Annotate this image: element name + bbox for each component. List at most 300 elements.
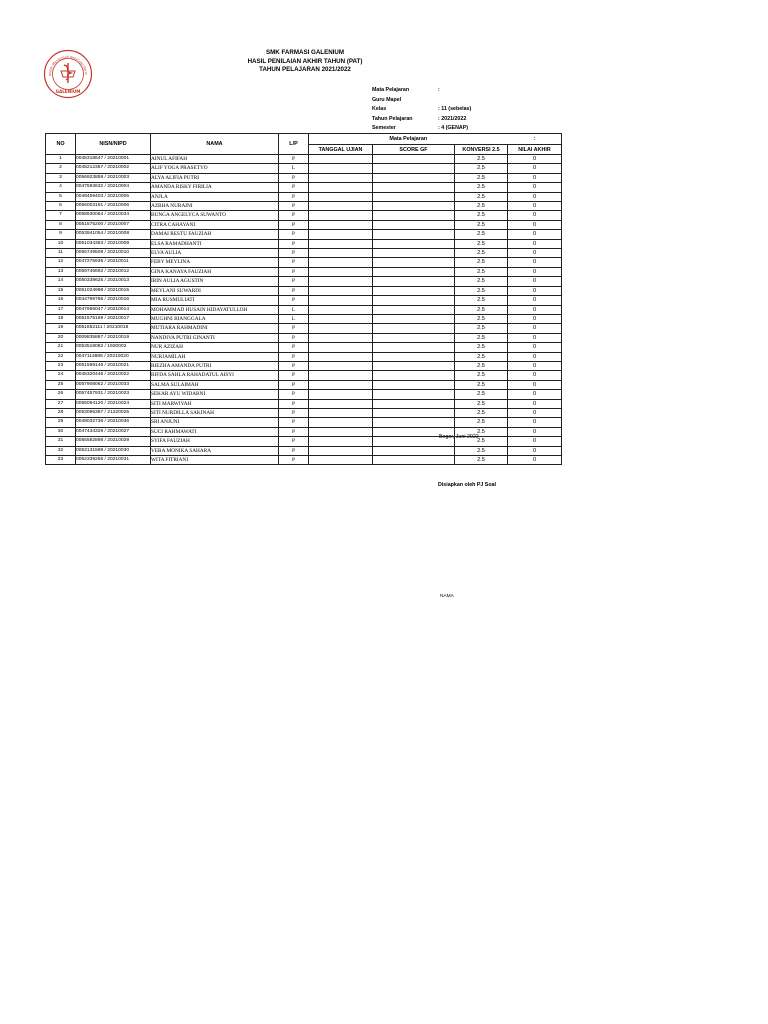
row-no: 20 [46, 333, 76, 342]
row-konversi: 2.5 [455, 380, 508, 389]
row-nisn: 0051034363 / 20210009 [76, 239, 151, 248]
row-no: 30 [46, 427, 76, 436]
row-no: 6 [46, 202, 76, 211]
row-nisn: 0053095387 / 21220025 [76, 408, 151, 417]
row-nisn: 0053941054 / 20210008 [76, 230, 151, 239]
row-tanggal-ujian [309, 314, 373, 323]
row-nisn: 0049459403 / 20210005 [76, 192, 151, 201]
table-row [46, 173, 562, 182]
report-title: HASIL PENILAIAN AKHIR TAHUN (PAT) [247, 57, 363, 65]
info-value: : 4 (GENAP) [438, 125, 469, 132]
row-konversi: 2.5 [455, 220, 508, 229]
row-lp: P [279, 296, 309, 305]
row-lp: P [279, 408, 309, 417]
table-row [46, 399, 562, 408]
row-nilai-akhir: 0 [508, 277, 562, 286]
table-row [46, 296, 562, 305]
row-nisn: 0057908062 / 20210033 [76, 380, 151, 389]
row-nilai-akhir: 0 [508, 296, 562, 305]
row-konversi: 2.5 [455, 427, 508, 436]
row-no: 32 [46, 446, 76, 455]
row-no: 3 [46, 173, 76, 182]
row-score-gf [373, 173, 455, 182]
row-nama: IRIN AULIA AGUSTIN [151, 277, 279, 286]
row-nisn: 0055094120 / 20210024 [76, 399, 151, 408]
row-score-gf [373, 230, 455, 239]
row-nama: ELSA RAMADHANTI [151, 239, 279, 248]
table-row [46, 446, 562, 455]
row-konversi: 2.5 [455, 296, 508, 305]
row-nama: SYIFA FAUZIAH [151, 437, 279, 446]
row-score-gf [373, 314, 455, 323]
row-tanggal-ujian [309, 277, 373, 286]
table-row [46, 202, 562, 211]
row-nilai-akhir: 0 [508, 211, 562, 220]
row-nisn: 0045320446 / 20210022 [76, 371, 151, 380]
row-score-gf [373, 296, 455, 305]
row-nisn: 0056003191 / 20210006 [76, 202, 151, 211]
row-nama: RIEZHA AMANDA PUTRI [151, 361, 279, 370]
table-row [46, 427, 562, 436]
table-row [46, 211, 562, 220]
row-tanggal-ujian [309, 258, 373, 267]
header-score-gf: SCORE GF [373, 145, 455, 155]
row-lp: P [279, 380, 309, 389]
row-tanggal-ujian [309, 352, 373, 361]
row-score-gf [373, 267, 455, 276]
row-score-gf [373, 239, 455, 248]
row-score-gf [373, 164, 455, 173]
row-score-gf [373, 183, 455, 192]
row-lp: P [279, 183, 309, 192]
row-no: 5 [46, 192, 76, 201]
info-value: : [438, 87, 440, 93]
row-nama: NURJAMILAH [151, 352, 279, 361]
row-tanggal-ujian [309, 296, 373, 305]
row-konversi: 2.5 [455, 267, 508, 276]
row-nama: ALYA ALIFIA PUTRI [151, 173, 279, 182]
row-nilai-akhir: 0 [508, 437, 562, 446]
row-no: 31 [46, 437, 76, 446]
document-header [180, 49, 430, 75]
row-nilai-akhir: 0 [508, 371, 562, 380]
row-nama: ANJLA [151, 192, 279, 201]
row-nilai-akhir: 0 [508, 361, 562, 370]
row-score-gf [373, 399, 455, 408]
row-nama: AMANDA RISKY FIRILIA [151, 183, 279, 192]
row-nilai-akhir: 0 [508, 305, 562, 314]
row-nama: SALMA SULAIMAH [151, 380, 279, 389]
row-no: 22 [46, 352, 76, 361]
row-konversi: 2.5 [455, 211, 508, 220]
row-tanggal-ujian [309, 390, 373, 399]
row-score-gf [373, 202, 455, 211]
row-score-gf [373, 220, 455, 229]
row-score-gf [373, 155, 455, 164]
row-lp: P [279, 220, 309, 229]
row-lp: P [279, 390, 309, 399]
table-row [46, 239, 562, 248]
row-konversi: 2.5 [455, 286, 508, 295]
row-nisn: 0052339256 / 20210031 [76, 456, 151, 465]
row-nisn: 0044799786 / 20210016 [76, 296, 151, 305]
row-konversi: 2.5 [455, 324, 508, 333]
table-row [46, 352, 562, 361]
row-nilai-akhir: 0 [508, 446, 562, 455]
row-lp: P [279, 437, 309, 446]
row-nisn: 0051575200 / 20210007 [76, 220, 151, 229]
row-nisn: 0047275936 / 20210011 [76, 258, 151, 267]
row-nilai-akhir: 0 [508, 192, 562, 201]
table-row [46, 286, 562, 295]
row-nisn: 0051024998 / 20210015 [76, 286, 151, 295]
row-tanggal-ujian [309, 202, 373, 211]
table-row [46, 258, 562, 267]
row-lp: P [279, 267, 309, 276]
row-tanggal-ujian [309, 427, 373, 436]
row-nilai-akhir: 0 [508, 390, 562, 399]
row-nilai-akhir: 0 [508, 314, 562, 323]
info-row-teacher [372, 96, 471, 106]
row-lp: P [279, 418, 309, 427]
row-tanggal-ujian [309, 333, 373, 342]
table-row [46, 333, 562, 342]
row-nisn: 0047593632 / 20210004 [76, 183, 151, 192]
header-konversi: KONVERSI 2.5 [455, 145, 508, 155]
row-konversi: 2.5 [455, 343, 508, 352]
row-nilai-akhir: 0 [508, 164, 562, 173]
row-tanggal-ujian [309, 192, 373, 201]
school-logo-emblem [43, 49, 93, 99]
info-label: Semester [372, 125, 396, 132]
info-label: Kelas [372, 106, 387, 113]
table-row [46, 437, 562, 446]
row-no: 15 [46, 286, 76, 295]
row-nisn: 0047965047 / 20210014 [76, 305, 151, 314]
row-nilai-akhir: 0 [508, 239, 562, 248]
row-lp: P [279, 343, 309, 352]
row-no: 8 [46, 220, 76, 229]
row-nama: AZRHA NURAINI [151, 202, 279, 211]
row-nama: FEBY MEYLINA [151, 258, 279, 267]
row-score-gf [373, 343, 455, 352]
row-lp: P [279, 249, 309, 258]
row-konversi: 2.5 [455, 418, 508, 427]
row-no: 9 [46, 230, 76, 239]
row-tanggal-ujian [309, 286, 373, 295]
row-score-gf [373, 456, 455, 465]
row-nilai-akhir: 0 [508, 258, 562, 267]
row-lp: P [279, 286, 309, 295]
row-tanggal-ujian [309, 267, 373, 276]
row-nisn: 0050339625 / 20210013 [76, 277, 151, 286]
row-lp: P [279, 352, 309, 361]
row-lp: L [279, 305, 309, 314]
row-konversi: 2.5 [455, 173, 508, 182]
table-row [46, 183, 562, 192]
row-no: 23 [46, 361, 76, 370]
row-konversi: 2.5 [455, 230, 508, 239]
row-lp: P [279, 258, 309, 267]
header-nilai-akhir: NILAI AKHIR [508, 145, 562, 155]
row-lp: P [279, 427, 309, 436]
info-row-class [372, 105, 471, 115]
row-nisn: 0051575169 / 20210017 [76, 314, 151, 323]
row-no: 29 [46, 418, 76, 427]
row-konversi: 2.5 [455, 305, 508, 314]
row-nilai-akhir: 0 [508, 267, 562, 276]
row-nama: WITA FITRIANI [151, 456, 279, 465]
info-label: Tahun Pelajaran [372, 115, 413, 122]
row-nilai-akhir: 0 [508, 202, 562, 211]
row-tanggal-ujian [309, 220, 373, 229]
row-nama: MIA RUSMULIATI [151, 296, 279, 305]
row-tanggal-ujian [309, 324, 373, 333]
row-konversi: 2.5 [455, 408, 508, 417]
row-nama: SUCI RAHMAWATI [151, 427, 279, 436]
row-score-gf [373, 371, 455, 380]
row-score-gf [373, 324, 455, 333]
row-no: 19 [46, 324, 76, 333]
row-nilai-akhir: 0 [508, 183, 562, 192]
row-nama: GINA KANAYA FAUZIAH [151, 267, 279, 276]
table-row [46, 249, 562, 258]
row-lp: P [279, 239, 309, 248]
row-lp: L [279, 314, 309, 323]
row-nilai-akhir: 0 [508, 333, 562, 342]
footer-date: Bogor, Juni 2022 [439, 434, 479, 440]
header-nama: NAMA [151, 134, 279, 155]
row-lp: P [279, 446, 309, 455]
table-row [46, 277, 562, 286]
row-no: 18 [46, 314, 76, 323]
row-score-gf [373, 277, 455, 286]
row-konversi: 2.5 [455, 258, 508, 267]
grades-table-body [46, 155, 562, 465]
row-lp: P [279, 192, 309, 201]
row-nama: RIFDA SAHLA RAHADATUL AISYI [151, 371, 279, 380]
row-nisn: 0049032736 / 20210036 [76, 418, 151, 427]
row-konversi: 2.5 [455, 239, 508, 248]
row-tanggal-ujian [309, 343, 373, 352]
row-nisn: 0051652111 / 20210018 [76, 324, 151, 333]
info-row-year [372, 115, 471, 125]
table-row [46, 390, 562, 399]
row-konversi: 2.5 [455, 183, 508, 192]
row-score-gf [373, 390, 455, 399]
row-tanggal-ujian [309, 371, 373, 380]
row-nisn: 0056923859 / 20210003 [76, 173, 151, 182]
row-no: 26 [46, 390, 76, 399]
row-konversi: 2.5 [455, 390, 508, 399]
row-nisn: 0051599146 / 20210021 [76, 361, 151, 370]
row-score-gf [373, 286, 455, 295]
row-tanggal-ujian [309, 164, 373, 173]
row-nama: BUNGA ANGELYCA SUWANTO [151, 211, 279, 220]
table-row [46, 220, 562, 229]
row-tanggal-ujian [309, 456, 373, 465]
row-nama: ALIF YOGA PRASETYO [151, 164, 279, 173]
row-score-gf [373, 446, 455, 455]
row-lp: P [279, 324, 309, 333]
table-row [46, 380, 562, 389]
row-nama: DAMAI RESTU FAUZIAH [151, 230, 279, 239]
row-nisn: 0047114885 / 20210020 [76, 352, 151, 361]
row-nama: CITRA CAHAYANI [151, 220, 279, 229]
row-no: 11 [46, 249, 76, 258]
header-nisn: NISN/NIPD [76, 134, 151, 155]
header-mata-pelajaran-colon: : [508, 134, 562, 145]
row-nisn: 0057457931 / 20210023 [76, 390, 151, 399]
row-score-gf [373, 305, 455, 314]
row-no: 7 [46, 211, 76, 220]
row-lp: L [279, 164, 309, 173]
row-nisn: 0058930064 / 20210034 [76, 211, 151, 220]
row-nama: SITI MARWIYAH [151, 399, 279, 408]
header-no: NO [46, 134, 76, 155]
row-konversi: 2.5 [455, 277, 508, 286]
row-lp: P [279, 371, 309, 380]
row-tanggal-ujian [309, 380, 373, 389]
row-lp: P [279, 456, 309, 465]
row-nisn: 0055749509 / 20210010 [76, 249, 151, 258]
row-lp: P [279, 333, 309, 342]
info-value: : 11 (sebelas) [438, 106, 472, 113]
row-no: 1 [46, 155, 76, 164]
row-konversi: 2.5 [455, 446, 508, 455]
row-nilai-akhir: 0 [508, 456, 562, 465]
table-row [46, 230, 562, 239]
table-row [46, 418, 562, 427]
row-tanggal-ujian [309, 230, 373, 239]
row-tanggal-ujian [309, 155, 373, 164]
row-konversi: 2.5 [455, 371, 508, 380]
row-score-gf [373, 361, 455, 370]
row-tanggal-ujian [309, 211, 373, 220]
row-lp: P [279, 173, 309, 182]
table-row [46, 267, 562, 276]
row-no: 2 [46, 164, 76, 173]
row-nama: MEYLANI SUWARDI [151, 286, 279, 295]
logo-ring-text: kolah Menengah Kejuruan Farm [47, 54, 89, 76]
row-nama: SITI NURDILLA SAKINAH [151, 408, 279, 417]
row-nisn: 0053131599 / 20210030 [76, 446, 151, 455]
row-score-gf [373, 418, 455, 427]
logo-bottom-text: GALENIUM [55, 89, 81, 94]
info-label: Guru Mapel [372, 96, 402, 103]
table-row [46, 164, 562, 173]
row-nama: MUTIARA RAHMADINI [151, 324, 279, 333]
row-konversi: 2.5 [455, 352, 508, 361]
row-lp: P [279, 202, 309, 211]
row-konversi: 2.5 [455, 314, 508, 323]
row-nilai-akhir: 0 [508, 286, 562, 295]
table-row [46, 192, 562, 201]
row-score-gf [373, 192, 455, 201]
row-nama: SEKAR AYU WIDARNI [151, 390, 279, 399]
row-score-gf [373, 258, 455, 267]
row-nama: NUR AZIZAH [151, 343, 279, 352]
info-label: Mata Pelajaran [372, 87, 410, 93]
row-no: 25 [46, 380, 76, 389]
grades-table [45, 133, 562, 465]
footer-prepared-by: Disiapkan oleh PJ Soal [438, 482, 496, 488]
row-tanggal-ujian [309, 446, 373, 455]
row-konversi: 2.5 [455, 437, 508, 446]
row-lp: P [279, 277, 309, 286]
info-value: : 2021/2022 [438, 115, 467, 122]
row-nama: MUGHNI BIANGGALA [151, 314, 279, 323]
row-nilai-akhir: 0 [508, 427, 562, 436]
table-row [46, 408, 562, 417]
row-nama: ELVA AULIA [151, 249, 279, 258]
row-tanggal-ujian [309, 305, 373, 314]
row-tanggal-ujian [309, 249, 373, 258]
row-lp: P [279, 230, 309, 239]
row-konversi: 2.5 [455, 192, 508, 201]
row-konversi: 2.5 [455, 202, 508, 211]
footer-name-label: NAMA [440, 594, 454, 599]
row-tanggal-ujian [309, 408, 373, 417]
row-lp: P [279, 211, 309, 220]
row-score-gf [373, 249, 455, 258]
row-tanggal-ujian [309, 399, 373, 408]
row-nilai-akhir: 0 [508, 418, 562, 427]
row-tanggal-ujian [309, 239, 373, 248]
table-row [46, 314, 562, 323]
row-nilai-akhir: 0 [508, 230, 562, 239]
table-row [46, 155, 562, 164]
row-score-gf [373, 333, 455, 342]
table-row [46, 324, 562, 333]
row-lp: P [279, 155, 309, 164]
row-no: 21 [46, 343, 76, 352]
row-nilai-akhir: 0 [508, 352, 562, 361]
table-row [46, 371, 562, 380]
row-nilai-akhir: 0 [508, 173, 562, 182]
row-no: 28 [46, 408, 76, 417]
row-nilai-akhir: 0 [508, 380, 562, 389]
row-nilai-akhir: 0 [508, 155, 562, 164]
table-row [46, 361, 562, 370]
row-tanggal-ujian [309, 183, 373, 192]
row-no: 16 [46, 296, 76, 305]
academic-year-title: TAHUN PELAJARAN 2021/2022 [259, 66, 351, 73]
row-lp: P [279, 399, 309, 408]
row-no: 27 [46, 399, 76, 408]
header-tanggal-ujian: TANGGAL UJIAN [309, 145, 373, 155]
row-no: 17 [46, 305, 76, 314]
row-score-gf [373, 408, 455, 417]
row-nisn: 0009835867 / 20210019 [76, 333, 151, 342]
row-konversi: 2.5 [455, 155, 508, 164]
row-nisn: 0047434329 / 20210027 [76, 427, 151, 436]
row-nisn: 0045318647 / 20210001 [76, 155, 151, 164]
header-mata-pelajaran: Mata Pelajaran [309, 134, 508, 145]
row-tanggal-ujian [309, 418, 373, 427]
info-row-subject [372, 86, 471, 96]
row-konversi: 2.5 [455, 333, 508, 342]
row-nisn: 0059746692 / 20210012 [76, 267, 151, 276]
row-lp: P [279, 361, 309, 370]
row-tanggal-ujian [309, 361, 373, 370]
row-score-gf [373, 211, 455, 220]
row-nama: SRI ANJUNI [151, 418, 279, 427]
row-no: 13 [46, 267, 76, 276]
row-nama: NANDIVA PUTRI GINANTI [151, 333, 279, 342]
row-no: 4 [46, 183, 76, 192]
row-nama: MOHAMMAD HUSAIN HIDAYATULLOH [151, 305, 279, 314]
